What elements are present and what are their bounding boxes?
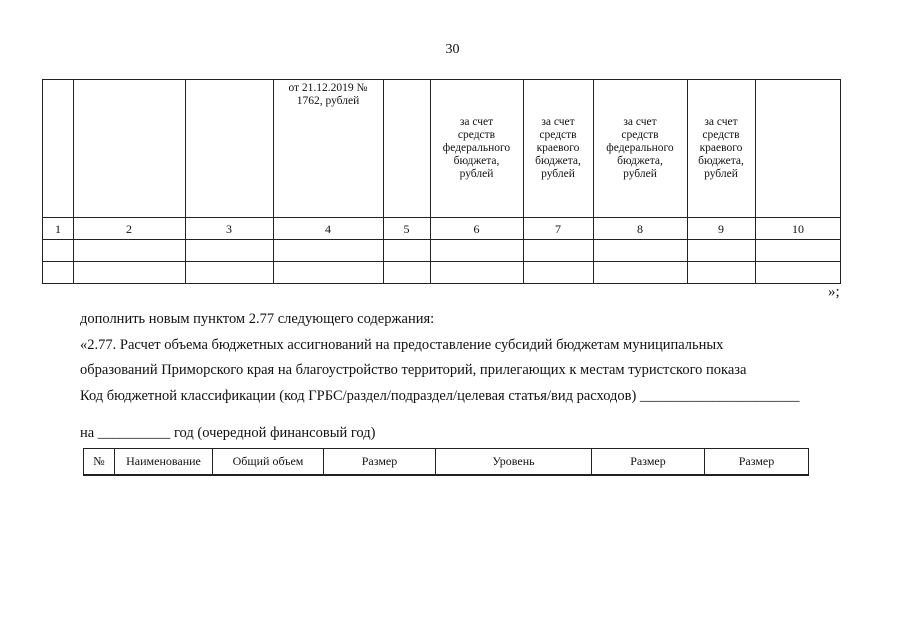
- bottom-table: [83, 448, 809, 476]
- col-divider: [73, 80, 74, 284]
- col-divider: [185, 80, 186, 284]
- col-number: 4: [325, 222, 331, 236]
- header-cell-total: Общий объем: [212, 449, 323, 474]
- col-divider: [593, 80, 594, 284]
- col-number: 7: [555, 222, 561, 236]
- header-cell-size: Размер: [323, 449, 435, 474]
- col8-header: за счет средств федерального бюджета, рублей: [606, 116, 674, 180]
- col-number: 5: [403, 222, 410, 236]
- col-number: 3: [226, 222, 232, 236]
- paragraph-line: дополнить новым пунктом 2.77 следующего содержания:: [80, 311, 435, 327]
- paragraph-line: образований Приморского края на благоустройство территорий, прилегающих к местам туристского показа: [80, 362, 747, 378]
- header-cell-size: Размер: [591, 449, 704, 474]
- row-divider: [43, 239, 840, 240]
- header-cell-size: Размер: [704, 449, 808, 474]
- col-number: 1: [55, 222, 61, 236]
- col-number: 8: [637, 222, 643, 236]
- col6-header: за счет средств федерального бюджета, рублей: [442, 116, 511, 180]
- row-divider: [43, 217, 840, 218]
- col9-header: за счет средств краевого бюджета, рублей: [698, 116, 744, 180]
- col-divider: [687, 80, 688, 284]
- col7-header: за счет средств краевого бюджета, рублей: [535, 116, 581, 180]
- col-divider: [383, 80, 384, 284]
- col4-header: от 21.12.2019 № 1762, рублей: [288, 82, 368, 107]
- col-divider: [273, 80, 274, 284]
- header-cell-level: Уровень: [435, 449, 591, 474]
- top-table: [42, 79, 841, 284]
- row-divider: [43, 261, 840, 262]
- closing-mark: »;: [828, 284, 840, 300]
- col-divider: [430, 80, 431, 284]
- header-cell-number: №: [93, 454, 105, 468]
- col-number: 6: [473, 222, 480, 236]
- col-divider: [755, 80, 756, 284]
- page-number: 30: [445, 42, 460, 57]
- col-number: 2: [126, 222, 132, 236]
- paragraph-line: «2.77. Расчет объема бюджетных ассигнований на предоставление субсидий бюджетам муниципальных: [80, 337, 724, 353]
- col-divider: [523, 80, 524, 284]
- header-cell-name: Наименование: [114, 449, 212, 474]
- col-number: 10: [792, 222, 804, 236]
- col-number: 9: [718, 222, 724, 236]
- year-line: на __________ год (очередной финансовый год): [80, 425, 376, 441]
- budget-code-line: Код бюджетной классификации (код ГРБС/раздел/подраздел/целевая статья/вид расходов) ______________________: [80, 388, 800, 404]
